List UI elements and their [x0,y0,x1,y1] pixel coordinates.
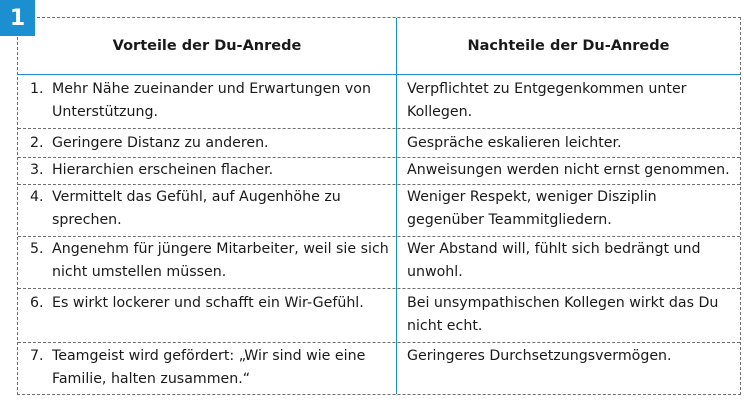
con-text: Verpflichtet zu Entgegenkommen unter Kollegen. [407,81,687,120]
table-header-row [18,18,740,74]
con-text: Bei unsympathischen Kollegen wirkt das Du nicht echt. [407,295,719,334]
row-divider [18,157,740,158]
table-row-7-pro [30,345,390,391]
table-row-5-pro [30,238,390,284]
pro-text: Hierarchien erscheinen flacher. [52,162,274,178]
row-number: 1. [30,81,44,97]
table-row-3-con [407,159,737,182]
table-row-6-pro [30,292,390,315]
pro-text: Teamgeist wird gefördert: „Wir sind wie eine Familie, halten zusammen.“ [52,348,366,387]
row-number: 4. [30,189,44,205]
con-text: Gespräche eskalieren leichter. [407,135,622,151]
pro-text: Mehr Nähe zueinander und Erwartungen von Unterstützung. [52,81,371,120]
row-divider [18,288,740,289]
row-number: 6. [30,295,44,311]
con-text: Geringeres Durchsetzungsvermögen. [407,348,672,364]
con-text: Weniger Respekt, weniger Disziplin gegenüber Teammitgliedern. [407,189,657,228]
table-row-5-con [407,238,737,284]
table-row-3-pro [30,159,390,182]
table-row-4-con [407,186,737,232]
table-row-1-pro [30,78,390,124]
row-divider [18,184,740,185]
row-divider [18,342,740,343]
table-row-7-con [407,345,737,368]
con-text: Anweisungen werden nicht ernst genommen. [407,162,730,178]
exercise-number-badge: 1 [0,0,35,36]
table-row-6-con [407,292,737,338]
pro-text: Angenehm für jüngere Mitarbeiter, weil sie sich nicht umstellen müssen. [52,241,389,280]
row-number: 2. [30,135,44,151]
table-row-2-pro [30,132,390,155]
row-number: 7. [30,348,44,364]
header-pros: Vorteile der Du-Anrede [112,38,302,54]
row-number: 5. [30,241,44,257]
pro-text: Es wirkt lockerer und schafft ein Wir-Gefühl. [52,295,364,311]
table-row-2-con [407,132,737,155]
header-cons: Nachteile der Du-Anrede [467,38,670,54]
row-number: 3. [30,162,44,178]
con-text: Wer Abstand will, fühlt sich bedrängt und unwohl. [407,241,701,280]
pro-text: Geringere Distanz zu anderen. [52,135,269,151]
row-divider [18,128,740,129]
header-divider [18,74,740,75]
row-divider [18,236,740,237]
table-row-1-con [407,78,737,124]
pro-text: Vermittelt das Gefühl, auf Augenhöhe zu sprechen. [52,189,341,228]
table-row-4-pro [30,186,390,232]
comparison-table [17,17,741,395]
